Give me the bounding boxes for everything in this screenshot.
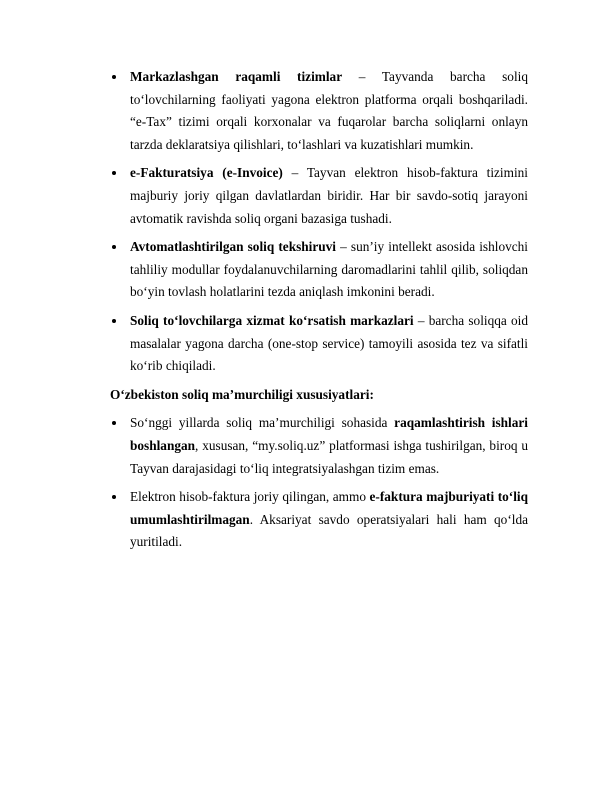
definition: – Tayvanda barcha soliq to‘lovchilarning faoliyati yagona elektron platforma orqali boshqariladi. “e-Tax” tizimi orqali korxonalar va fuqarolar barcha soliqlarni onlayn tarzda deklaratsiya qilishlari, to‘lashlari va kuzatishlari mumkin.	[130, 69, 528, 152]
list-item	[110, 66, 528, 156]
definition: – Tayvan elektron hisob-faktura tizimini majburiy joriy qilgan davlatlardan biridir. Har bir savdo-sotiq jarayoni avtomatik ravishda soliq organi bazasiga tushadi.	[130, 165, 529, 226]
bullet-icon	[112, 421, 116, 425]
bullet-icon	[112, 495, 116, 499]
list-item	[110, 310, 528, 378]
section-heading: O‘zbekiston soliq ma’murchiligi xususiyatlari:	[110, 386, 374, 402]
definition: – barcha soliqqa oid masalalar yagona darcha (one-stop service) tamoyili asosida tez va sifatli ko‘rib chiqiladi.	[130, 312, 529, 374]
document-page	[110, 66, 528, 560]
term: e-Fakturatsiya (e-Invoice)	[130, 165, 283, 181]
term: Soliq to‘lovchilarga xizmat ko‘rsatish markazlari	[130, 312, 414, 328]
emphasis: raqamlashtirish ishlari boshlangan	[130, 415, 528, 453]
list-item	[110, 412, 528, 480]
text-before: So‘nggi yillarda soliq ma’murchiligi sohasida	[130, 415, 395, 431]
bullet-icon	[112, 171, 116, 175]
bullet-icon	[112, 319, 116, 323]
list-item	[110, 486, 528, 554]
term: Avtomatlashtirilgan soliq tekshiruvi	[130, 239, 336, 255]
text-after: . Aksariyat savdo operatsiyalari hali ham qo‘lda yuritiladi.	[130, 511, 528, 550]
text-after: , xususan, “my.soliq.uz” platformasi ishga tushirilgan, biroq u Tayvan darajasidagi to‘liq integratsiyalashgan tizim emas.	[130, 437, 528, 476]
term: Markazlashgan raqamli tizimlar	[130, 69, 343, 84]
list-item	[110, 236, 528, 304]
bullet-icon	[112, 245, 116, 249]
text-before: Elektron hisob-faktura joriy qilingan, ammo	[130, 489, 370, 505]
emphasis: e-faktura majburiyati to‘liq umumlashtirilmagan	[130, 489, 528, 527]
bullet-icon	[112, 75, 116, 79]
list-item	[110, 162, 528, 230]
definition: – sun’iy intellekt asosida ishlovchi tahliliy modullar foydalanuvchilarning daromadlarini tahlil qilib, soliqdan bo‘yin tovlash holatlarini tezda aniqlash imkonini beradi.	[130, 239, 528, 300]
